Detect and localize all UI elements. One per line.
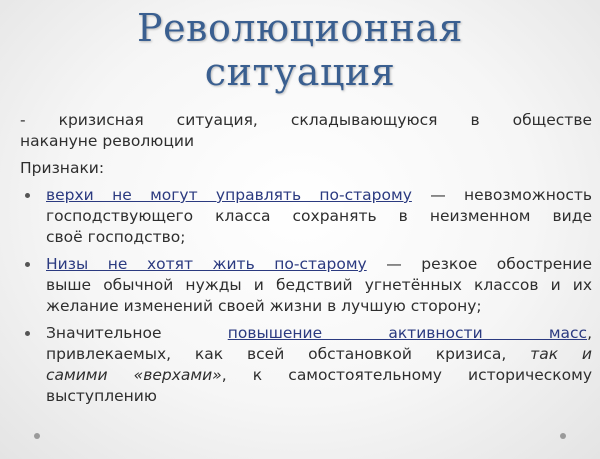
intro-line-2: накануне революции (20, 132, 195, 150)
bullet-icon (25, 193, 30, 198)
bullet-1-line-1 (46, 185, 592, 206)
bullet-icon (25, 262, 30, 267)
list-item (20, 185, 592, 248)
title-line-1: Революционная (137, 6, 463, 50)
bullet-icon (25, 331, 30, 336)
bullet-1-line-3: своё господство; (46, 228, 186, 246)
bullet-2-line-1 (46, 254, 592, 275)
bullet-3-line-3-text: , к самостоятельному историческому (221, 366, 592, 384)
bullet-1-highlight: верхи не могут управлять по-старому (46, 186, 412, 204)
bullet-2-text: — резкое обострение (366, 255, 592, 273)
intro-line-1: - кризисная ситуация, складывающуюся в обществе (20, 111, 592, 129)
slide-body (20, 110, 592, 413)
bullet-3-comma: , (587, 324, 592, 342)
bullet-3-highlight: повышение активности масс (227, 324, 588, 342)
slide-title (0, 6, 600, 94)
bullet-2-line-2: выше обычной нужды и бедствий угнетённых классов и их (46, 276, 592, 294)
list-item (20, 323, 592, 407)
bullet-3-line-2-italic: так и (530, 345, 592, 363)
decorative-dot-left (34, 433, 40, 439)
decorative-dot-right (560, 433, 566, 439)
bullet-2-highlight: Низы не хотят жить по-старому (46, 255, 367, 273)
bullet-3-line-2 (46, 344, 592, 365)
list-item (20, 254, 592, 317)
signs-label: Признаки: (20, 159, 105, 177)
bullet-3-line-3-italic: самими «верхами» (46, 366, 222, 384)
bullet-3-line-4: выступлению (46, 387, 157, 405)
bullet-2-line-3: желание изменений своей жизни в лучшую сторону; (46, 297, 482, 315)
bullet-1-line-2: господствующего класса сохранять в неизменном виде (46, 207, 592, 225)
bullet-3-line-2-text: привлекаемых, как всей обстановкой кризиса, (46, 345, 531, 363)
bullet-3-line-3 (46, 365, 592, 386)
bullet-1-text: — невозможность (411, 186, 592, 204)
title-line-2: ситуация (204, 50, 396, 94)
bullet-3-text: Значительное (46, 324, 162, 342)
bullet-3-line-1 (46, 323, 592, 344)
